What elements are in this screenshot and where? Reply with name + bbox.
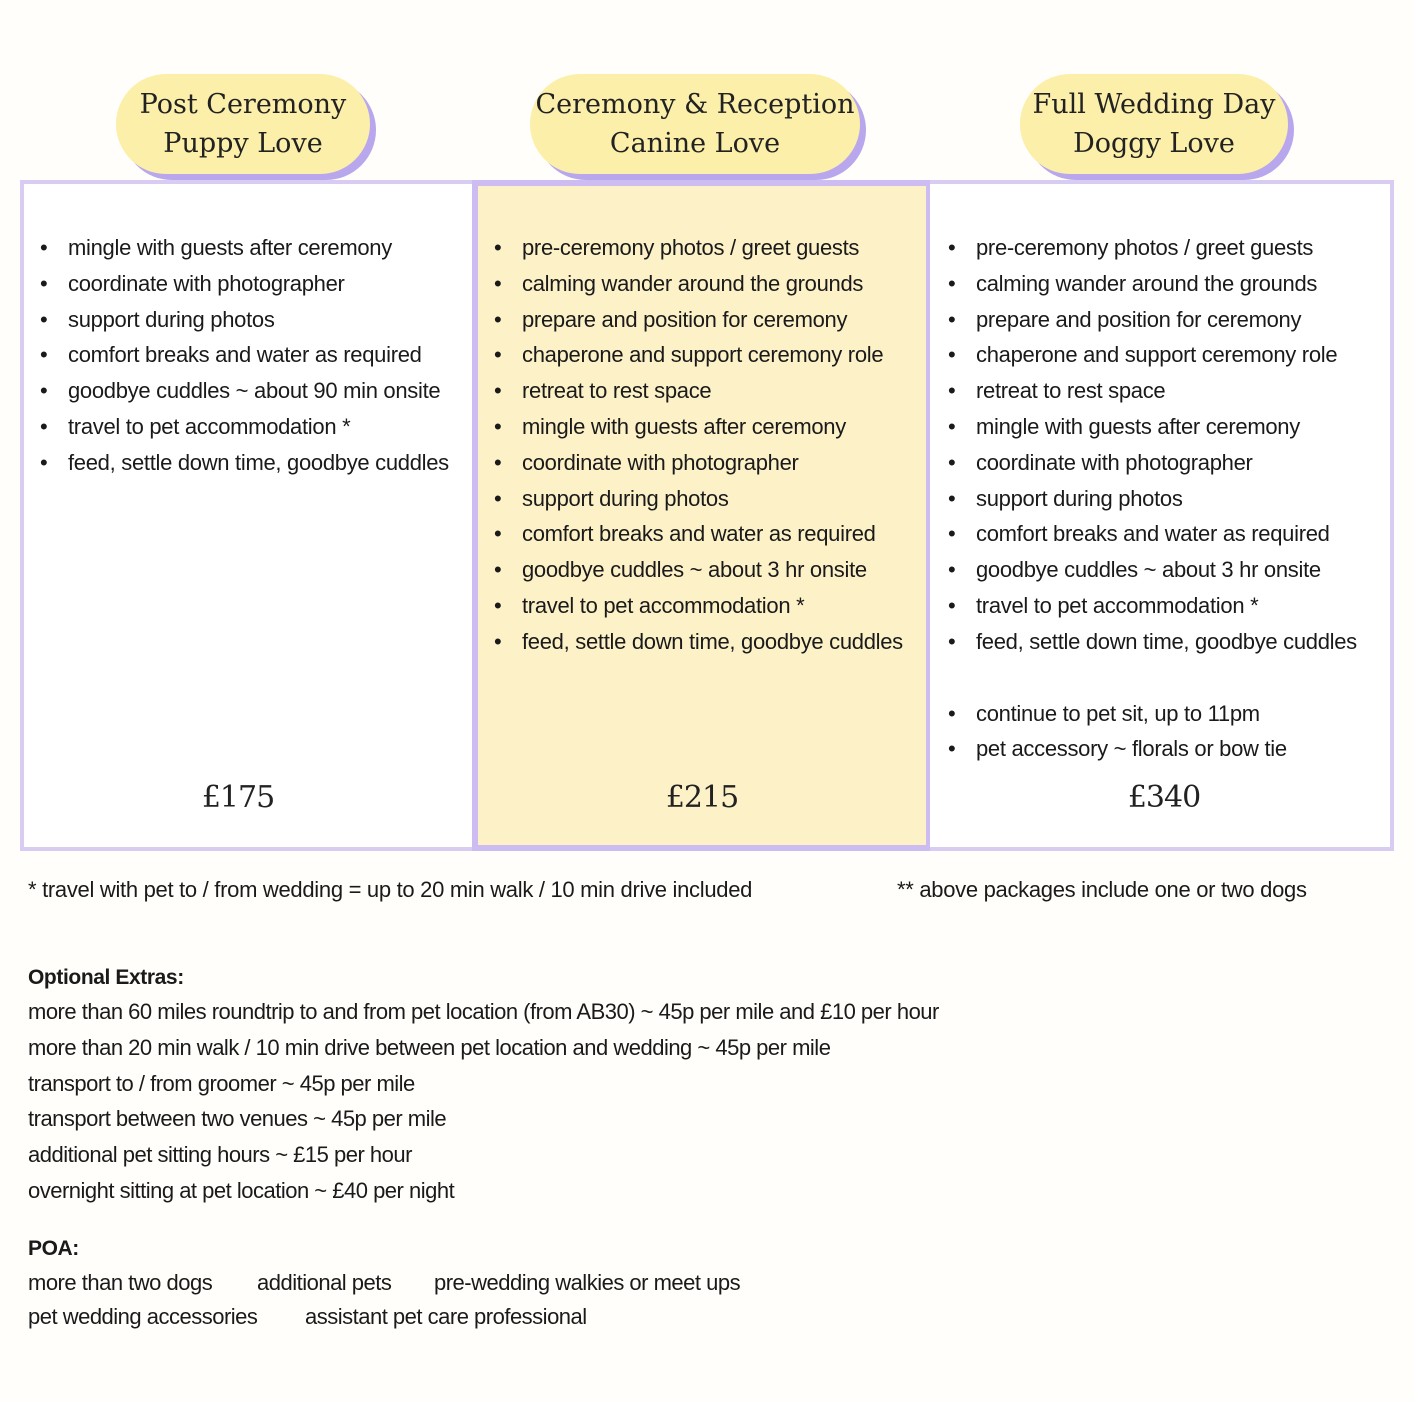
list-item: • mingle with guests after ceremony xyxy=(24,230,449,266)
list-gap xyxy=(932,660,1357,696)
package-card-full-day xyxy=(930,180,1394,851)
list-item: • goodbye cuddles ~ about 3 hr onsite xyxy=(478,552,903,588)
package-card-post-ceremony xyxy=(20,180,476,851)
list-item: • comfort breaks and water as required xyxy=(24,337,449,373)
package-feature-list xyxy=(24,230,449,481)
package-card-ceremony-reception xyxy=(472,180,932,851)
list-item: • travel to pet accommodation * xyxy=(478,588,903,624)
list-item-extra: • pet accessory ~ florals or bow tie xyxy=(932,731,1357,767)
optional-extra-line: more than 60 miles roundtrip to and from pet location (from AB30) ~ 45p per mile and £10 per hour xyxy=(28,999,939,1024)
list-item: • goodbye cuddles ~ about 3 hr onsite xyxy=(932,552,1357,588)
list-item: • support during photos xyxy=(932,481,1357,517)
dogs-note: ** above packages include one or two dogs xyxy=(897,877,1307,902)
list-item: • calming wander around the grounds xyxy=(932,266,1357,302)
package-title-line2: Canine Love xyxy=(609,128,781,159)
list-item: • mingle with guests after ceremony xyxy=(478,409,903,445)
package-title-line1: Ceremony & Reception xyxy=(535,89,855,120)
list-item: • retreat to rest space xyxy=(478,373,903,409)
list-item: • prepare and position for ceremony xyxy=(932,302,1357,338)
list-item: • comfort breaks and water as required xyxy=(478,516,903,552)
list-item: • retreat to rest space xyxy=(932,373,1357,409)
optional-extras-heading: Optional Extras: xyxy=(28,966,184,989)
list-item-extra: • continue to pet sit, up to 11pm xyxy=(932,696,1357,732)
optional-extra-line: overnight sitting at pet location ~ £40 per night xyxy=(28,1178,455,1203)
list-item: • pre-ceremony photos / greet guests xyxy=(478,230,903,266)
list-item: • goodbye cuddles ~ about 90 min onsite xyxy=(24,373,449,409)
list-item: • prepare and position for ceremony xyxy=(478,302,903,338)
optional-extra-line: transport between two venues ~ 45p per mile xyxy=(28,1106,447,1131)
package-title-line2: Doggy Love xyxy=(1073,128,1235,159)
list-item: • chaperone and support ceremony role xyxy=(932,337,1357,373)
list-item: • coordinate with photographer xyxy=(932,445,1357,481)
package-title-line1: Post Ceremony xyxy=(139,89,347,120)
package-feature-list xyxy=(478,230,903,660)
optional-extra-line: transport to / from groomer ~ 45p per mile xyxy=(28,1071,415,1096)
package-price: £215 xyxy=(665,780,739,815)
poa-item: pet wedding accessories xyxy=(28,1304,258,1329)
package-title-line2: Puppy Love xyxy=(163,128,323,159)
package-price: £175 xyxy=(201,780,275,815)
package-title-post-ceremony xyxy=(116,74,370,174)
package-title-full-day xyxy=(1020,74,1288,174)
list-item: • feed, settle down time, goodbye cuddles xyxy=(478,624,903,660)
optional-extra-line: more than 20 min walk / 10 min drive between pet location and wedding ~ 45p per mile xyxy=(28,1035,831,1060)
poa-heading: POA: xyxy=(28,1237,79,1260)
list-item: • chaperone and support ceremony role xyxy=(478,337,903,373)
list-item: • support during photos xyxy=(24,302,449,338)
list-item: • pre-ceremony photos / greet guests xyxy=(932,230,1357,266)
package-price: £340 xyxy=(1127,780,1201,815)
poa-item: more than two dogs xyxy=(28,1270,213,1295)
poa-item: additional pets xyxy=(257,1270,392,1295)
package-feature-list xyxy=(932,230,1357,767)
package-title-ceremony-reception xyxy=(530,74,860,174)
list-item: • comfort breaks and water as required xyxy=(932,516,1357,552)
list-item: • travel to pet accommodation * xyxy=(24,409,449,445)
list-item: • coordinate with photographer xyxy=(478,445,903,481)
list-item: • feed, settle down time, goodbye cuddles xyxy=(24,445,449,481)
list-item: • support during photos xyxy=(478,481,903,517)
optional-extra-line: additional pet sitting hours ~ £15 per hour xyxy=(28,1142,412,1167)
poa-item: assistant pet care professional xyxy=(305,1304,587,1329)
package-title-line1: Full Wedding Day xyxy=(1032,89,1276,120)
list-item: • mingle with guests after ceremony xyxy=(932,409,1357,445)
list-item: • coordinate with photographer xyxy=(24,266,449,302)
list-item: • travel to pet accommodation * xyxy=(932,588,1357,624)
travel-note: * travel with pet to / from wedding = up to 20 min walk / 10 min drive included xyxy=(28,877,753,902)
poa-item: pre-wedding walkies or meet ups xyxy=(434,1270,741,1295)
list-item: • feed, settle down time, goodbye cuddles xyxy=(932,624,1357,660)
list-item: • calming wander around the grounds xyxy=(478,266,903,302)
